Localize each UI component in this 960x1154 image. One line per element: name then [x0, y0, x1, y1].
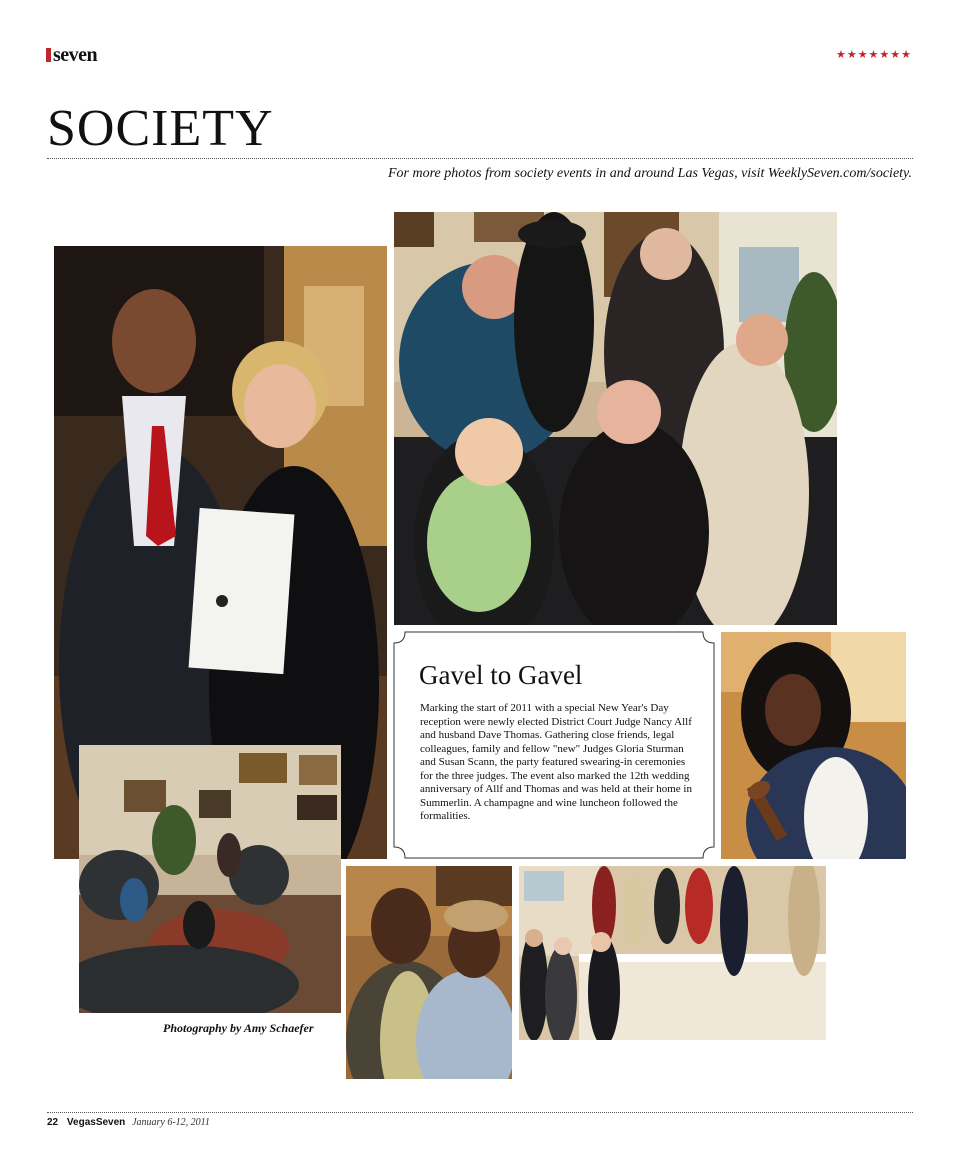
page-footer — [47, 1117, 210, 1128]
website-note: For more photos from society events in and around Las Vegas, visit WeeklySeven.com/society. — [388, 166, 912, 181]
section-title: SOCIETY — [47, 100, 274, 157]
story-box — [393, 631, 715, 859]
rating-stars: ★★★★★★★ — [835, 48, 912, 61]
page-number: 22 — [47, 1117, 59, 1128]
brand-name: seven — [53, 44, 98, 66]
story-title: Gavel to Gavel — [419, 660, 583, 690]
photo-couple-smiling — [346, 866, 512, 1079]
photo-balcony-guests — [519, 866, 826, 1040]
issue-date: January 6-12, 2011 — [132, 1117, 210, 1128]
brand-logo — [46, 44, 97, 67]
photo-group-portrait — [394, 212, 837, 625]
story-body: Marking the start of 2011 with a special New Year's Day reception were newly elected District Court Judge Nancy Allf and husband Dave Thomas. Gathering close friends, legal colleagues, family and fellow "new" Judges Gloria Sturman and Susan Scann, the party featured swearing-in ceremonies for the three judges. The event also marked the 12th wedding anniversary of Allf and Thomas and was held at their home in Summerlin. A champagne and wine luncheon followed the formalities. — [420, 702, 692, 822]
brand-mark — [46, 48, 51, 62]
header-divider — [47, 158, 913, 159]
photo-living-room-ceremony — [79, 745, 341, 1013]
photo-credit: Photography by Amy Schaefer — [163, 1021, 314, 1035]
photo-judge-with-gavel — [721, 632, 906, 859]
footer-divider — [47, 1112, 913, 1113]
magazine-name: VegasSeven — [66, 1117, 126, 1128]
